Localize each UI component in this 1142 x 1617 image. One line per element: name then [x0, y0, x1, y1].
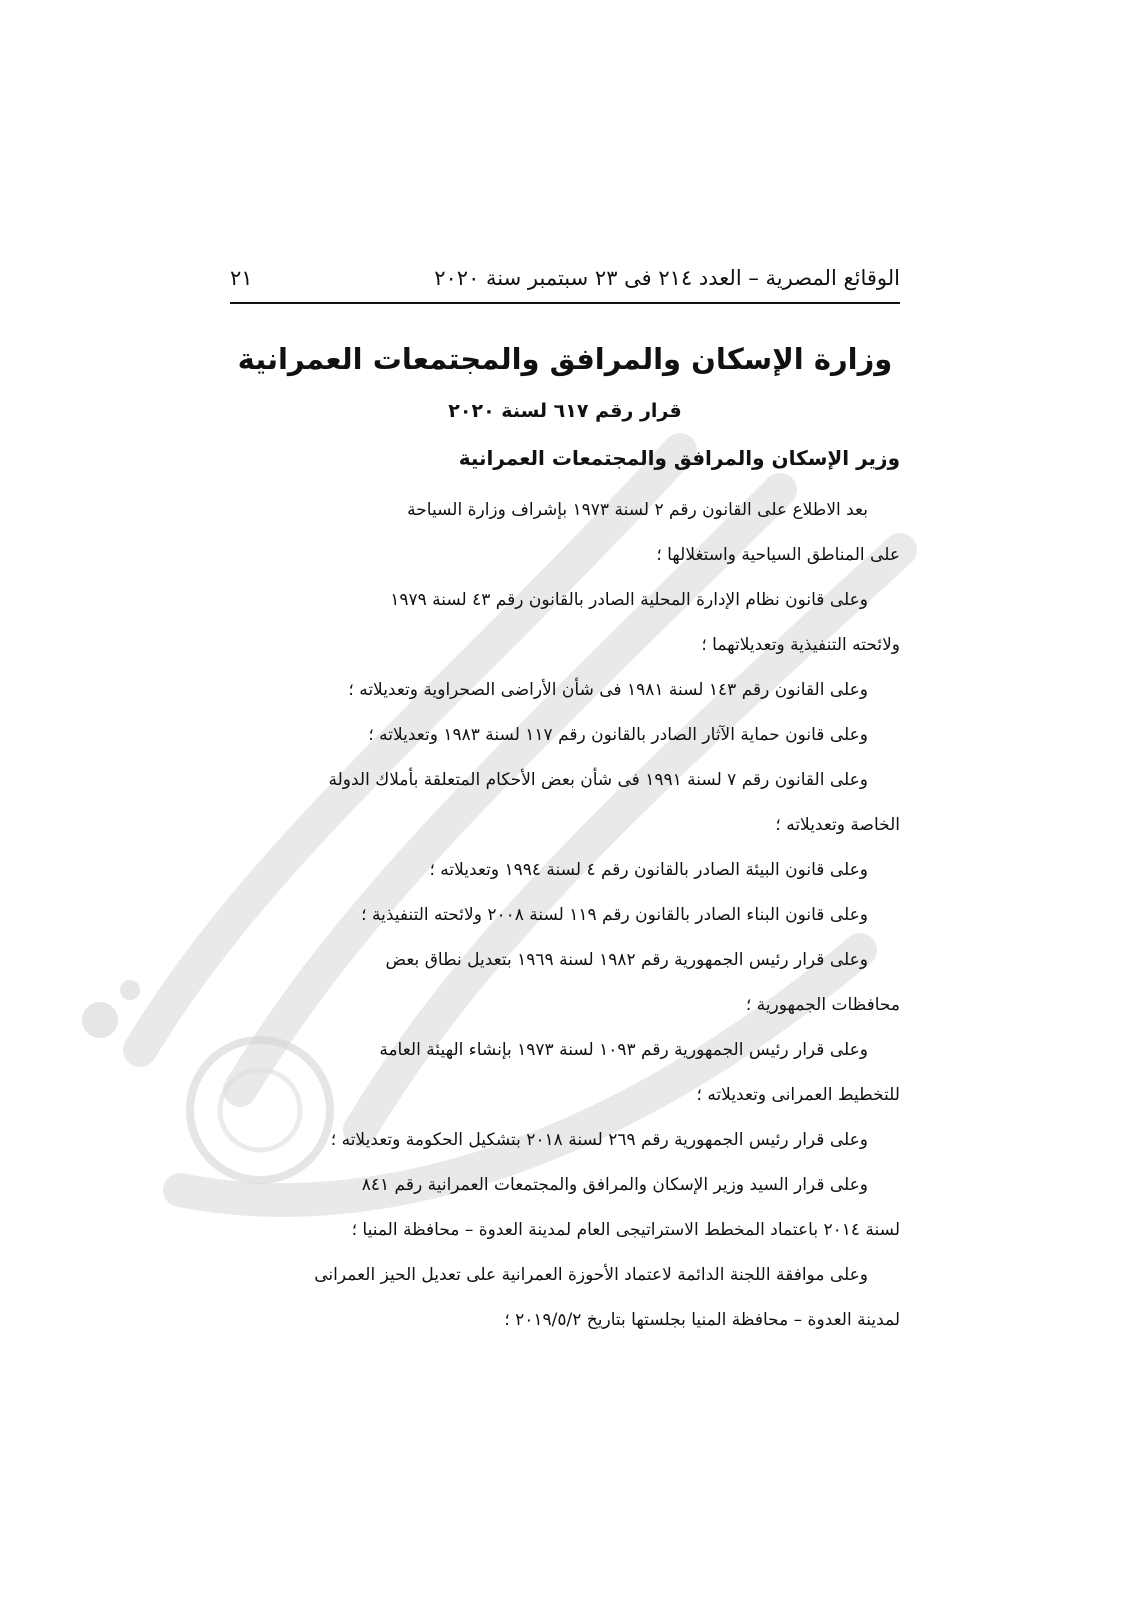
paragraph: بعد الاطلاع على القانون رقم ٢ لسنة ١٩٧٣ بإشراف وزارة السياحة على المناطق السياحية واستغلالها ؛ — [407, 500, 900, 565]
paragraph: وعلى قانون البناء الصادر بالقانون رقم ١١٩ لسنة ٢٠٠٨ ولائحته التنفيذية ؛ — [361, 905, 868, 925]
minister-heading: وزير الإسكان والمرافق والمجتمعات العمرانية — [458, 446, 900, 470]
paragraph: وعلى قرار السيد وزير الإسكان والمرافق والمجتمعات العمرانية رقم ٨٤١ لسنة ٢٠١٤ باعتماد المخطط الاستراتيجى العام لمدينة العدوة – محافظة المنيا ؛ — [351, 1175, 900, 1240]
decree-title: قرار رقم ٦١٧ لسنة ٢٠٢٠ — [448, 400, 682, 422]
paragraph: وعلى قانون حماية الآثار الصادر بالقانون رقم ١١٧ لسنة ١٩٨٣ وتعديلاته ؛ — [368, 725, 868, 745]
paragraph: وعلى قرار رئيس الجمهورية رقم ١٠٩٣ لسنة ١٩٧٣ بإنشاء الهيئة العامة للتخطيط العمرانى وتعديلاته ؛ — [379, 1040, 900, 1105]
paragraph: وعلى قانون البيئة الصادر بالقانون رقم ٤ لسنة ١٩٩٤ وتعديلاته ؛ — [429, 860, 868, 880]
paragraph: وعلى قرار رئيس الجمهورية رقم ٢٦٩ لسنة ٢٠١٨ بتشكيل الحكومة وتعديلاته ؛ — [330, 1130, 868, 1150]
paragraph: وعلى قانون نظام الإدارة المحلية الصادر بالقانون رقم ٤٣ لسنة ١٩٧٩ ولائحته التنفيذية وتعديلاتهما ؛ — [390, 590, 900, 655]
ministry-title: وزارة الإسكان والمرافق والمجتمعات العمرانية — [237, 342, 893, 376]
paragraph: وعلى موافقة اللجنة الدائمة لاعتماد الأحوزة العمرانية على تعديل الحيز العمرانى لمدينة العدوة – محافظة المنيا بجلستها بتاريخ ٢٠١٩/٥/٢ ؛ — [314, 1265, 900, 1330]
decree-body — [230, 488, 900, 1343]
paragraph: وعلى القانون رقم ١٤٣ لسنة ١٩٨١ فى شأن الأراضى الصحراوية وتعديلاته ؛ — [348, 680, 868, 700]
paragraph: وعلى القانون رقم ٧ لسنة ١٩٩١ فى شأن بعض الأحكام المتعلقة بأملاك الدولة الخاصة وتعديلاته ؛ — [328, 770, 900, 835]
page-number: ٢١ — [230, 266, 253, 290]
gazette-issue-title: الوقائع المصرية – العدد ٢١٤ فى ٢٣ سبتمبر سنة ٢٠٢٠ — [434, 266, 900, 290]
paragraph: وعلى قرار رئيس الجمهورية رقم ١٩٨٢ لسنة ١٩٦٩ بتعديل نطاق بعض محافظات الجمهورية ؛ — [385, 950, 900, 1015]
header-rule — [230, 302, 900, 304]
page-header — [230, 258, 900, 298]
